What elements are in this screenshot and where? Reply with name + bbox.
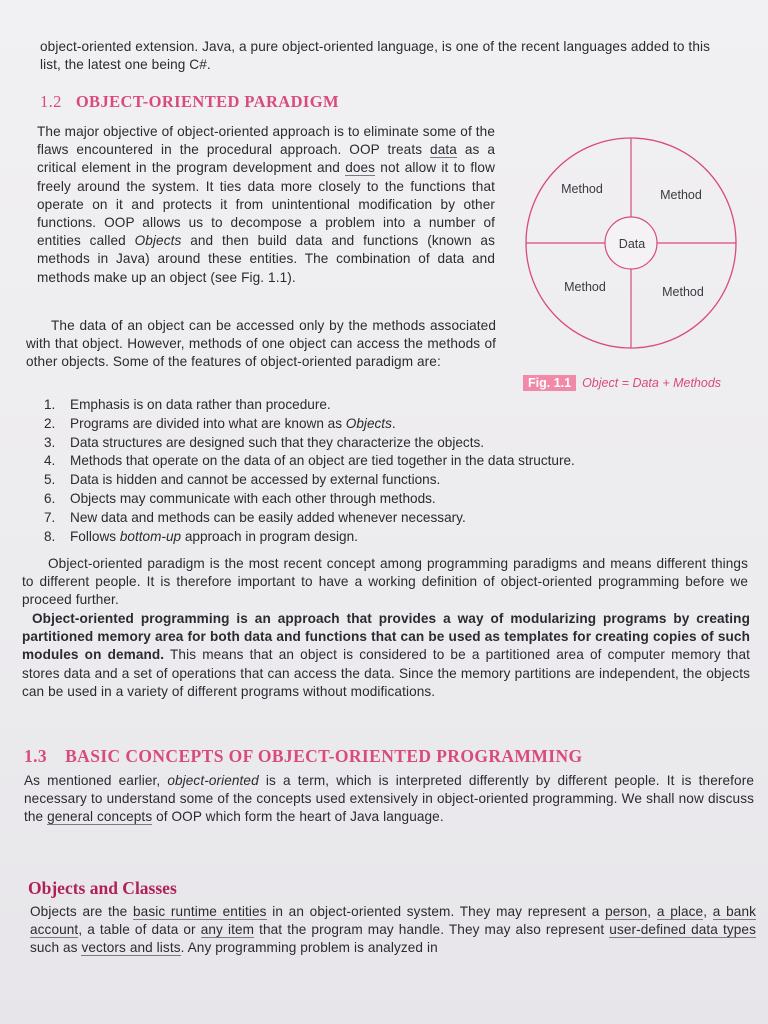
underlined-text: does: [345, 160, 376, 176]
section-number: 1.3: [24, 746, 48, 766]
definition-bold-text: Object-oriented programming is an approach that provides a way of modularizing programs by creating partitioned memory area for both data and functions that can be used as templates for creating copies of such modules on demand.: [22, 611, 750, 663]
text-run: Programs are divided into what are known as: [70, 415, 346, 431]
feature-number: 2.: [44, 415, 56, 431]
text-run: Follows: [70, 528, 120, 544]
feature-text: [70, 490, 436, 509]
text-run: Methods that operate on the data of an object are tied together in the data structure.: [70, 453, 575, 469]
feature-number: 5.: [44, 472, 56, 488]
feature-item: [44, 396, 704, 415]
feature-number: 4.: [44, 453, 56, 469]
feature-item: [44, 509, 704, 528]
text-run: in an object-oriented system. They may represent a: [266, 904, 606, 919]
method-label-bottom-left: Method: [564, 280, 606, 294]
text-run: As mentioned earlier,: [24, 773, 168, 788]
feature-text: [70, 415, 396, 434]
paradigm-paragraph-1: [37, 123, 495, 287]
text-run: not allow it to flow freely around the system. It ties data more closely to the functions that operate on it and protects it from unintentional modification by other functions. OOP allows us to decompose a problem into a number of entities called: [37, 160, 495, 249]
emphasis-text: bottom-up: [119, 528, 182, 544]
figure-caption: [523, 375, 721, 391]
underlined-text: general concepts: [47, 809, 153, 825]
text-run: ,: [703, 904, 713, 919]
text-run: . Any programming problem is analyzed in: [180, 940, 438, 956]
section-title: OBJECT-ORIENTED PARADIGM: [75, 92, 339, 111]
feature-item: [44, 434, 704, 453]
figure-object-diagram: [515, 135, 751, 397]
underlined-text: data: [430, 142, 457, 158]
feature-number: 8.: [44, 528, 56, 544]
emphasis-text: Objects: [134, 233, 182, 249]
feature-text: [70, 471, 440, 490]
feature-item: [44, 471, 704, 490]
text-run: Data structures are designed such that they characterize the objects.: [70, 434, 485, 450]
feature-number: 3.: [44, 434, 56, 450]
section-number: 1.2: [40, 92, 62, 111]
feature-text: [70, 528, 358, 547]
text-run: New data and methods can be easily added whenever necessary.: [70, 509, 466, 525]
feature-text: [70, 452, 575, 471]
feature-item: [44, 528, 704, 547]
section-heading-1-2: [40, 92, 339, 112]
feature-text: [70, 434, 484, 453]
text-run: of OOP which form the heart of Java language.: [152, 809, 444, 825]
feature-text: [70, 509, 466, 528]
text-run: Emphasis is on data rather than procedure.: [70, 397, 331, 412]
feature-item: [44, 490, 704, 509]
text-run: The major objective of object-oriented approach is to eliminate some of the flaws encountered in the procedural approach. OOP treats: [37, 124, 495, 158]
text-run: Data is hidden and cannot be accessed by external functions.: [70, 472, 441, 488]
underlined-text: a bank account: [30, 904, 757, 938]
underlined-text: person: [605, 904, 648, 919]
subheading-objects-classes: Objects and Classes: [28, 878, 177, 898]
text-run: approach in program design.: [181, 528, 358, 544]
paradigm-paragraph-3: Object-oriented paradigm is the most recent concept among programming paradigms and means different things to different people. It is therefore important to have a working definition of object-oriented programming before we proceed further.: [22, 556, 748, 608]
objects-paragraph: [30, 903, 756, 958]
emphasis-text: Objects: [345, 415, 392, 431]
underlined-text: user-defined data types: [609, 922, 756, 938]
underlined-text: vectors and lists: [81, 940, 181, 956]
underlined-text: basic runtime entities: [133, 904, 267, 919]
oop-definition-paragraph: [22, 610, 750, 701]
text-run: .: [391, 415, 396, 431]
text-run: Objects may communicate with each other through methods.: [70, 490, 436, 506]
underlined-text: a place: [656, 904, 704, 919]
text-run: as a critical element in the program development and: [37, 142, 495, 176]
text-run: This means that an object is considered to be a partitioned area of computer memory that stores data and a set of operations that can access the data. Since the memory partitions are independent, the objects can be used in a variety of different programs without modifications.: [22, 647, 750, 699]
feature-number: 6.: [44, 490, 56, 506]
text-run: such as: [30, 940, 82, 956]
basic-concepts-paragraph: [24, 772, 754, 827]
intro-paragraph: object-oriented extension. Java, a pure object-oriented language, is one of the recent languages added to this list, the latest one being C#.: [40, 39, 710, 73]
underlined-text: any item: [200, 922, 255, 938]
paradigm-paragraph-2: The data of an object can be accessed only by the methods associated with that object. However, methods of one object can access the methods of other objects. Some of the features of object-oriented paradigm are:: [26, 318, 496, 370]
feature-number: 1.: [44, 397, 56, 412]
method-label-bottom-right: Method: [662, 285, 704, 299]
text-run: ,: [647, 904, 657, 919]
text-run: Objects are the: [30, 904, 133, 919]
figure-caption-text: Object = Data + Methods: [582, 376, 722, 390]
data-label: Data: [618, 237, 646, 251]
feature-list: [44, 396, 704, 546]
object-circle-diagram: [515, 135, 751, 370]
text-run: is a term, which is interpreted differently by different people. It is therefore necessary to understand some of the concepts used extensively in object-oriented programming. We shall now discuss the: [24, 773, 754, 825]
text-run: , a table of data or: [78, 922, 201, 938]
feature-text: [70, 396, 331, 415]
feature-item: [44, 415, 704, 434]
figure-number-badge: Fig. 1.1: [523, 375, 576, 391]
text-run: and then build data and functions (known as methods in Java) around these entities. The combination of data and methods make up an object (see Fig. 1.1).: [37, 233, 495, 285]
section-heading-1-3: [24, 746, 583, 767]
feature-number: 7.: [44, 509, 56, 525]
feature-item: [44, 452, 704, 471]
text-run: that the program may handle. They may also represent: [254, 922, 610, 938]
section-title: BASIC CONCEPTS OF OBJECT-ORIENTED PROGRAMMING: [65, 746, 583, 766]
emphasis-text: object-oriented: [167, 773, 259, 788]
method-label-top-left: Method: [561, 182, 603, 196]
method-label-top-right: Method: [660, 188, 702, 202]
